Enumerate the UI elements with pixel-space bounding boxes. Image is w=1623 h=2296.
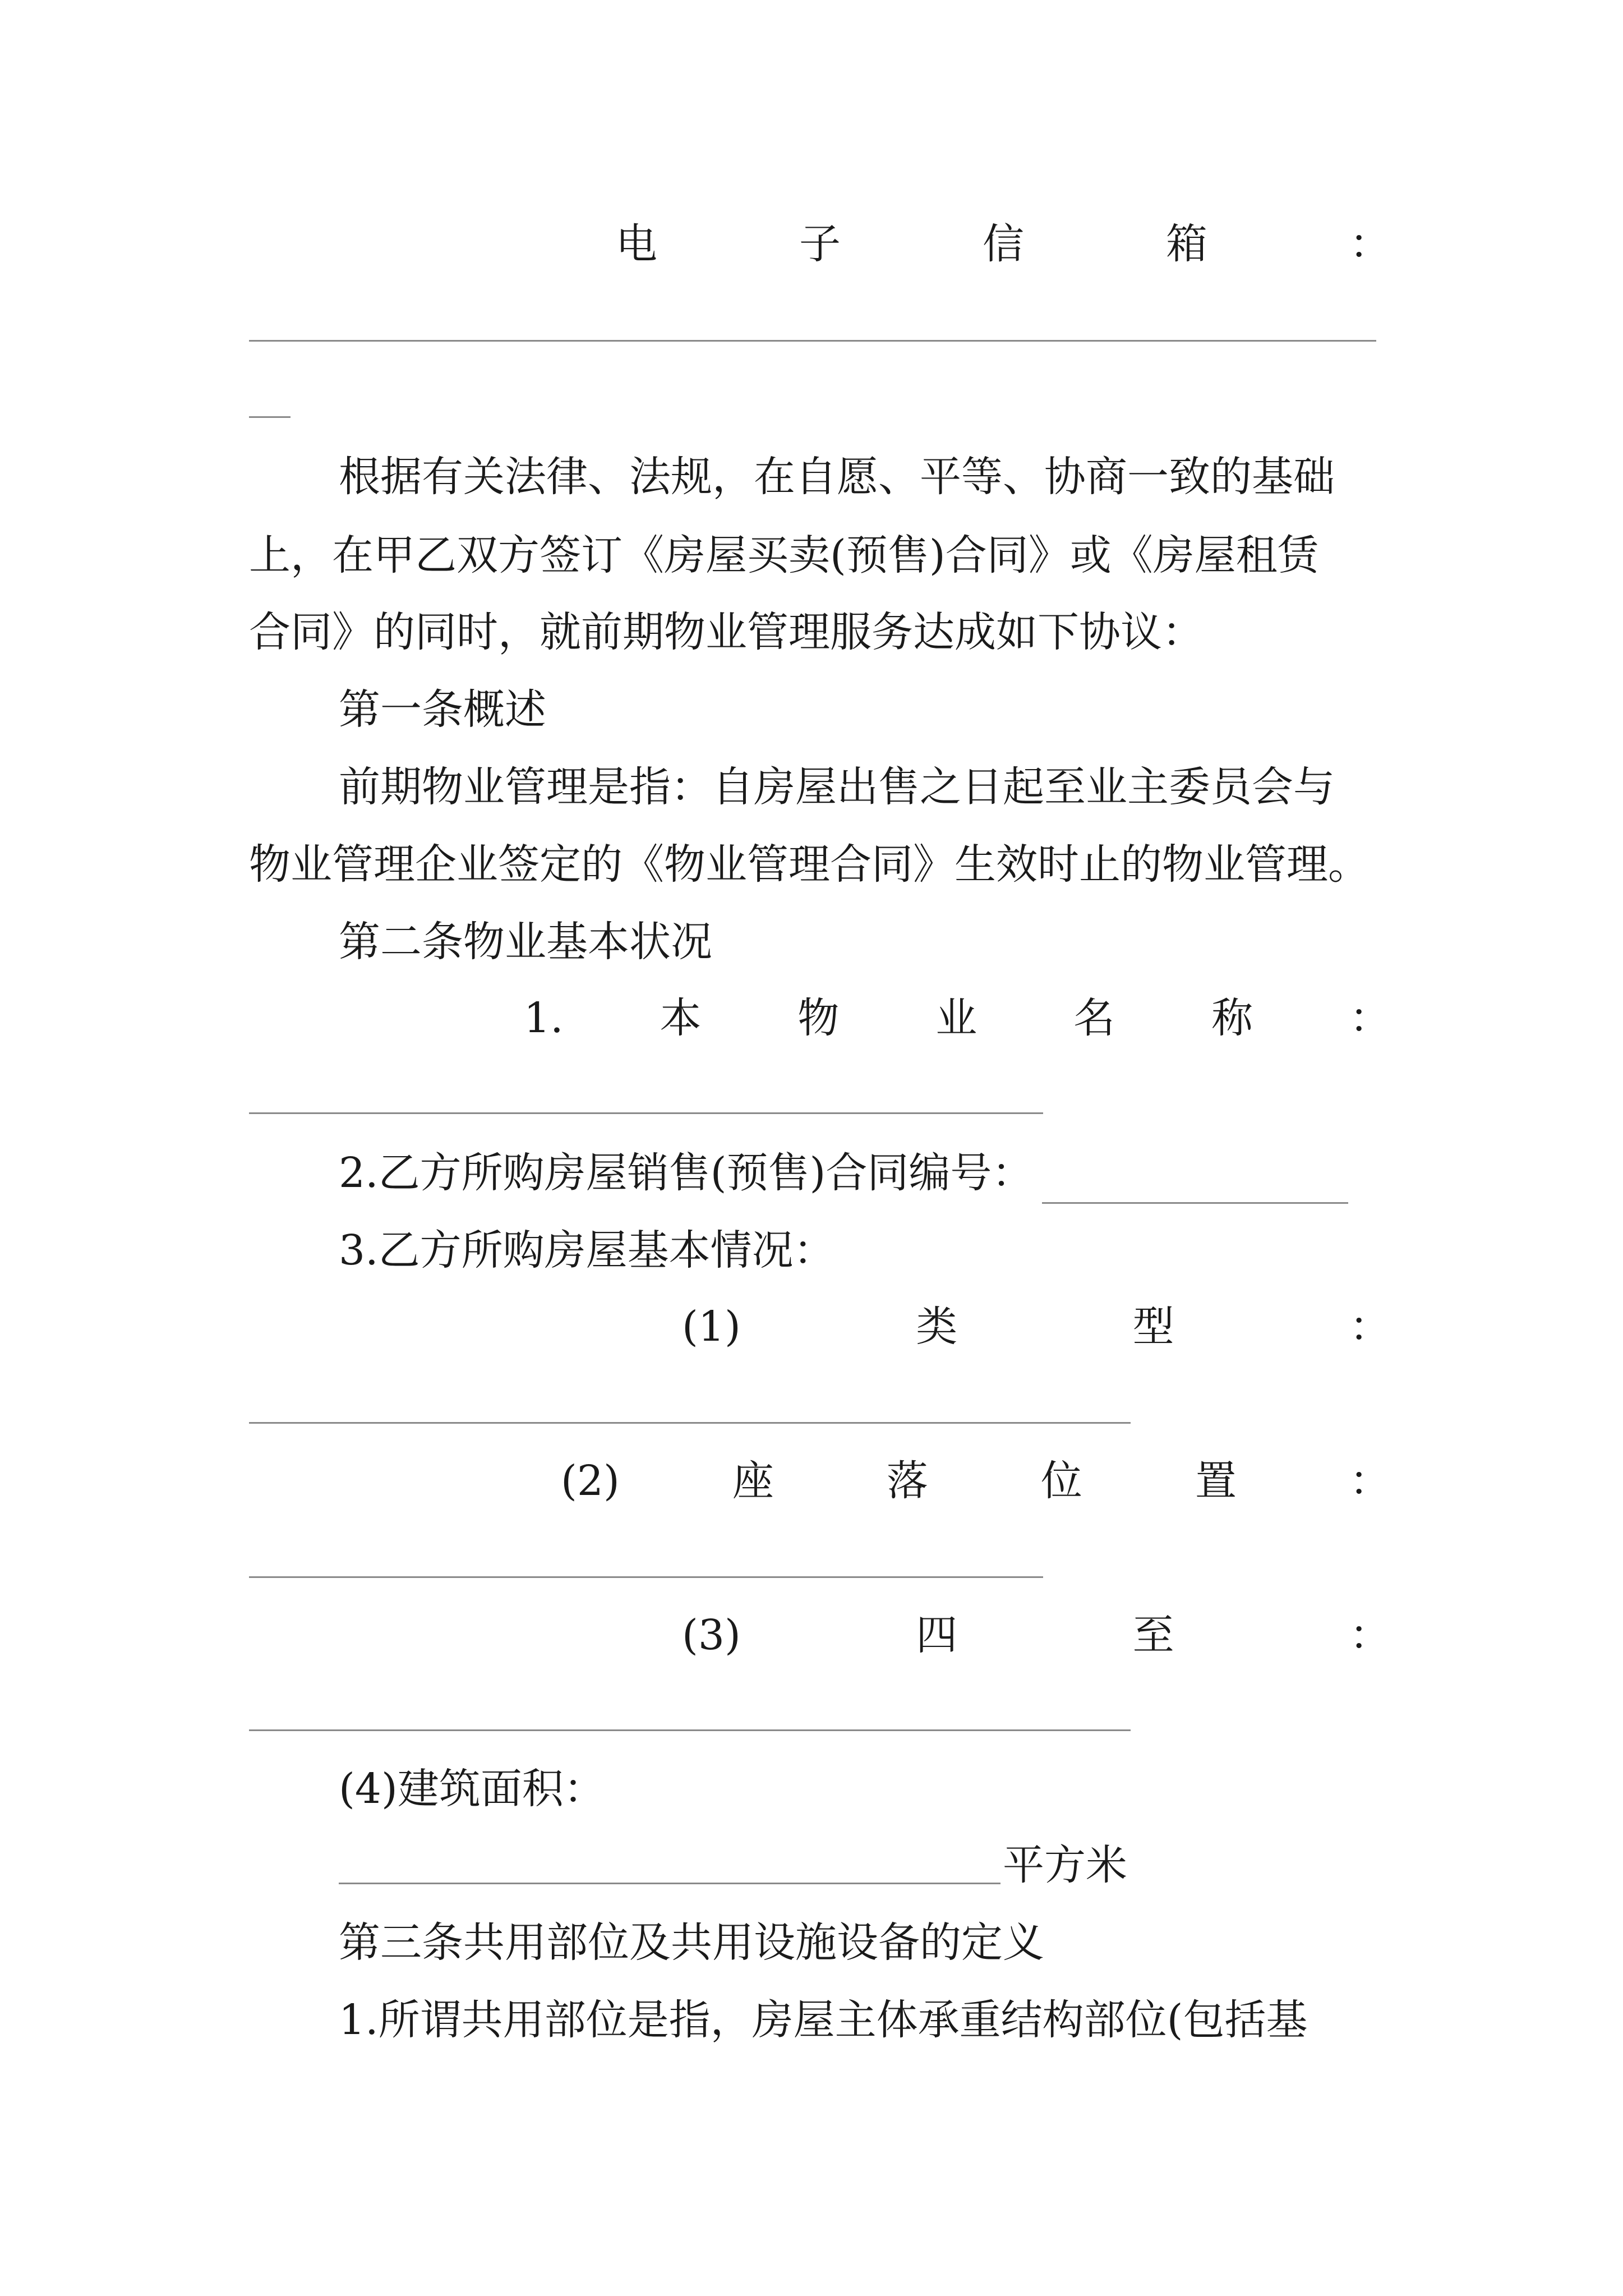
location-label — [561, 1450, 1391, 1512]
contract-number-label: 2.乙方所购房屋销售(预售)合同编号： — [339, 1149, 1034, 1197]
location-blank — [249, 1576, 1043, 1578]
label-char: 座 — [732, 1457, 774, 1505]
email-blank-line — [249, 340, 1376, 342]
label-char: (1) — [682, 1303, 741, 1351]
label-char: 类 — [916, 1303, 958, 1351]
label-char: 置 — [1195, 1457, 1237, 1505]
label-char: 电 — [616, 220, 657, 268]
label-char: 箱 — [1166, 220, 1207, 268]
article-heading: 第二条物业基本状况 — [339, 918, 712, 966]
article-body-line: 物业管理企业签定的《物业管理合同》生效时止的物业管理。 — [249, 840, 1370, 889]
floor-area-blank — [339, 1883, 1000, 1884]
label-char: (3) — [682, 1611, 741, 1659]
house-type-blank — [249, 1422, 1131, 1424]
label-colon: ： — [1349, 1611, 1391, 1659]
label-char: 四 — [916, 1611, 958, 1659]
label-char: 1. — [524, 994, 564, 1042]
contract-number-blank — [1042, 1163, 1348, 1204]
label-char: 名 — [1073, 994, 1115, 1042]
label-char: 至 — [1132, 1611, 1174, 1659]
article-body-line: 前期物业管理是指：自房屋出售之日起至业主委员会与 — [339, 763, 1335, 811]
label-char: (2) — [561, 1457, 620, 1505]
boundaries-label — [682, 1604, 1391, 1666]
floor-area-unit: 平方米 — [1003, 1841, 1127, 1889]
boundaries-blank — [249, 1729, 1131, 1731]
label-char: 本 — [660, 994, 702, 1042]
label-char: 落 — [886, 1457, 928, 1505]
label-char: 子 — [799, 220, 841, 268]
label-colon: ： — [1349, 994, 1391, 1042]
preamble-line: 根据有关法律、法规，在自愿、平等、协商一致的基础 — [339, 453, 1335, 501]
email-blank-line-overflow — [249, 416, 291, 418]
preamble-line: 上，在甲乙双方签订《房屋买卖(预售)合同》或《房屋租赁 — [249, 531, 1319, 579]
article-heading: 第三条共用部位及共用设施设备的定义 — [339, 1918, 1044, 1967]
article-body-line: 1.所谓共用部位是指，房屋主体承重结构部位(包括基 — [339, 1996, 1308, 2044]
label-char: 型 — [1132, 1303, 1174, 1351]
property-name-label — [524, 987, 1391, 1049]
label-colon: ： — [1349, 220, 1391, 268]
label-char: 物 — [797, 994, 840, 1042]
floor-area-label: (4)建筑面积： — [339, 1765, 605, 1813]
email-field-label — [616, 213, 1391, 275]
label-char: 位 — [1040, 1457, 1082, 1505]
label-colon: ： — [1349, 1303, 1391, 1351]
preamble-line: 合同》的同时，就前期物业管理服务达成如下协议： — [249, 608, 1204, 656]
label-char: 信 — [983, 220, 1024, 268]
label-char: 业 — [935, 994, 978, 1042]
label-colon: ： — [1349, 1457, 1391, 1505]
property-name-blank — [249, 1112, 1043, 1114]
house-info-heading: 3.乙方所购房屋基本情况： — [339, 1226, 835, 1274]
house-type-label — [682, 1296, 1391, 1358]
article-heading: 第一条概述 — [339, 685, 546, 734]
label-char: 称 — [1211, 994, 1253, 1042]
contract-number-line — [339, 1142, 1391, 1204]
